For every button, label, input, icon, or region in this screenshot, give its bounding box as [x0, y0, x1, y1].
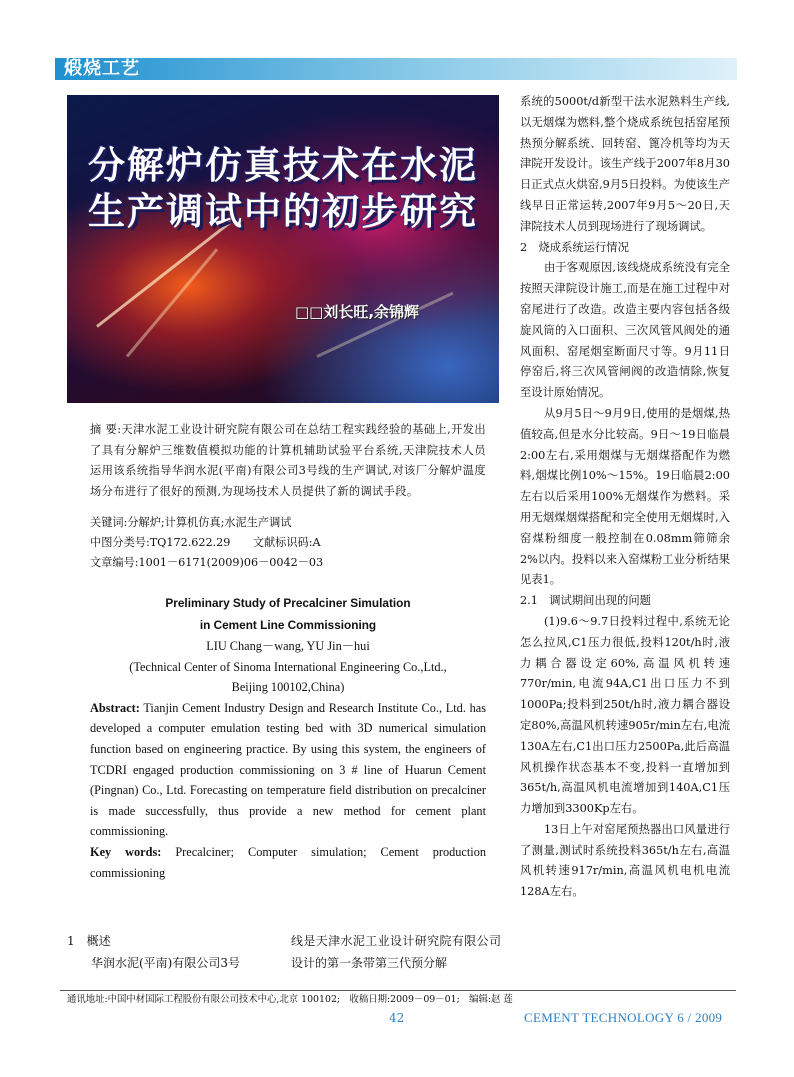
english-abstract-block [90, 592, 486, 883]
body-paragraph: 从9月5日～9月9日,使用的是烟煤,热值较高,但是水分比较高。9日～19日临晨2:00左右,采用烟煤与无烟煤搭配作为燃料,烟煤比例10%～15%。19日临晨2:00左右以后采用100%无烟煤作为燃料。采用无烟煤烟煤搭配和完全使用无烟煤时,入窑煤粉细度一般控制在0.08mm筛筛余2%以内。投料以来入窑煤粉工业分析结果见表1。 [520, 406, 730, 587]
page-number: 42 [389, 1011, 405, 1025]
article-number: 文章编号:1001－6171(2009)06－0042－03 [90, 556, 324, 569]
section1-column [67, 930, 277, 974]
abstract-cn-text: 摘 要:天津水泥工业设计研究院有限公司在总结工程实践经验的基础上,开发出了具有分解炉三维数值模拟功能的计算机辅助试验平台系统,天津院技术人员运用该系统指导华润水泥(平南)有限公司3号线的生产调试,对该厂分解炉温度场分布进行了很好的预测,为现场技术人员提供了新的调试手段。 [90, 423, 486, 498]
section-label: 煅烧工艺 [64, 58, 140, 79]
header-band [55, 58, 737, 80]
banner-title-line2: 生产调试中的初步研究 [88, 190, 478, 233]
section1-heading: 1 概述 [67, 934, 111, 948]
abstract-text: Tianjin Cement Industry Design and Research Institute Co., Ltd. has developed a computer emulation testing bed with 3D numerical simulation function based on engineering practice. By using this system, the engineers of TCDRI engaged production commissioning on 3 # line of Huarun Cement (Pingnan) Co., Ltd. Forecasting on temperature field distribution on precalciner is made successfully, thus provide a new method for cement plant commissioning. [90, 700, 486, 839]
english-affiliation-line1: (Technical Center of Sinoma International Engineering Co.,Ltd., [129, 659, 447, 674]
section1-text: 华润水泥(平南)有限公司3号 [91, 956, 240, 970]
footer-note: 通讯地址:中国中材国际工程股份有限公司技术中心,北京 100102; 收稿日期:2009－09－01; 编辑:赵 莲 [67, 994, 513, 1005]
section1-continuation: 线是天津水泥工业设计研究院有限公司设计的第一条带第三代预分解 [291, 934, 501, 970]
keywords-text: Precalciner; Computer simulation; Cement production commissioning [90, 844, 486, 880]
classification-number: 中图分类号:TQ172.622.29 文献标识码:A [90, 536, 321, 549]
section2-heading: 2 烧成系统运行情况 [520, 240, 629, 254]
english-keywords [90, 842, 486, 883]
body-paragraph: (1)9.6～9.7日投料过程中,系统无论怎么拉风,C1压力很低,投料120t/h时,液力耦合器设定60%,高温风机转速770r/min,电流94A,C1出口压力不到1000Pa;投料到250t/h时,液力耦合器设定80%,高温风机转速905r/min左右,电流130A左右,C1出口压力2500Pa,此后高温风机操作状态基本不变,投料一直增加到365t/h,高温风机电流增加到140A,C1压力增加到3300Kp左右。 [520, 614, 730, 816]
english-abstract [90, 698, 486, 842]
banner-title-line1: 分解炉仿真技术在水泥 [88, 144, 478, 187]
keywords-cn: 关键词:分解炉;计算机仿真;水泥生产调试 [90, 516, 292, 529]
body-paragraph: 由于客观原因,该线烧成系统没有完全按照天津院设计施工,而是在施工过程中对窑尾进行了改造。改造主要内容包括各级旋风筒的入口面积、三次风管风阀处的通风面积、窑尾烟室断面尺寸等。9月11日停窑后,将三次风管闸阀的改造情除,恢复至设计原始情况。 [520, 261, 730, 400]
abstract-cn [90, 420, 486, 502]
keywords-label: Key words: [90, 844, 162, 859]
body-paragraph: 13日上午对窑尾预热器出口风量进行了测量,测试时系统投料365t/h左右,高温风机转速917r/min,高温风机电机电流128A左右。 [520, 822, 730, 899]
title-banner [67, 95, 499, 403]
english-title-line1: Preliminary Study of Precalciner Simulation [165, 596, 411, 610]
abstract-label: Abstract: [90, 700, 140, 715]
english-affiliation-line2: Beijing 100102,China) [231, 680, 345, 695]
banner-authors: □□刘长旺,余锦辉 [295, 303, 420, 321]
body-paragraph: 系统的5000t/d新型干法水泥熟料生产线,以无烟煤为燃料,整个烧成系统包括窑尾预热预分解系统、回转窑、篦冷机等均为天津院开发设计。该生产线于2007年8月30日正式点火烘窑,9月5日投料。为使该生产线早日正常运转,2007年9月5～20日,天津院技术人员到现场进行了现场调试。 [520, 95, 731, 233]
english-authors: LIU Chang－wang, YU Jin－hui [206, 639, 370, 653]
english-title-line2: in Cement Line Commissioning [199, 618, 377, 632]
right-column [520, 92, 730, 903]
journal-name: CEMENT TECHNOLOGY 6 / 2009 [524, 1010, 723, 1025]
footer-rule [60, 990, 736, 991]
section21-heading: 2.1 调试期间出现的问题 [520, 594, 651, 608]
